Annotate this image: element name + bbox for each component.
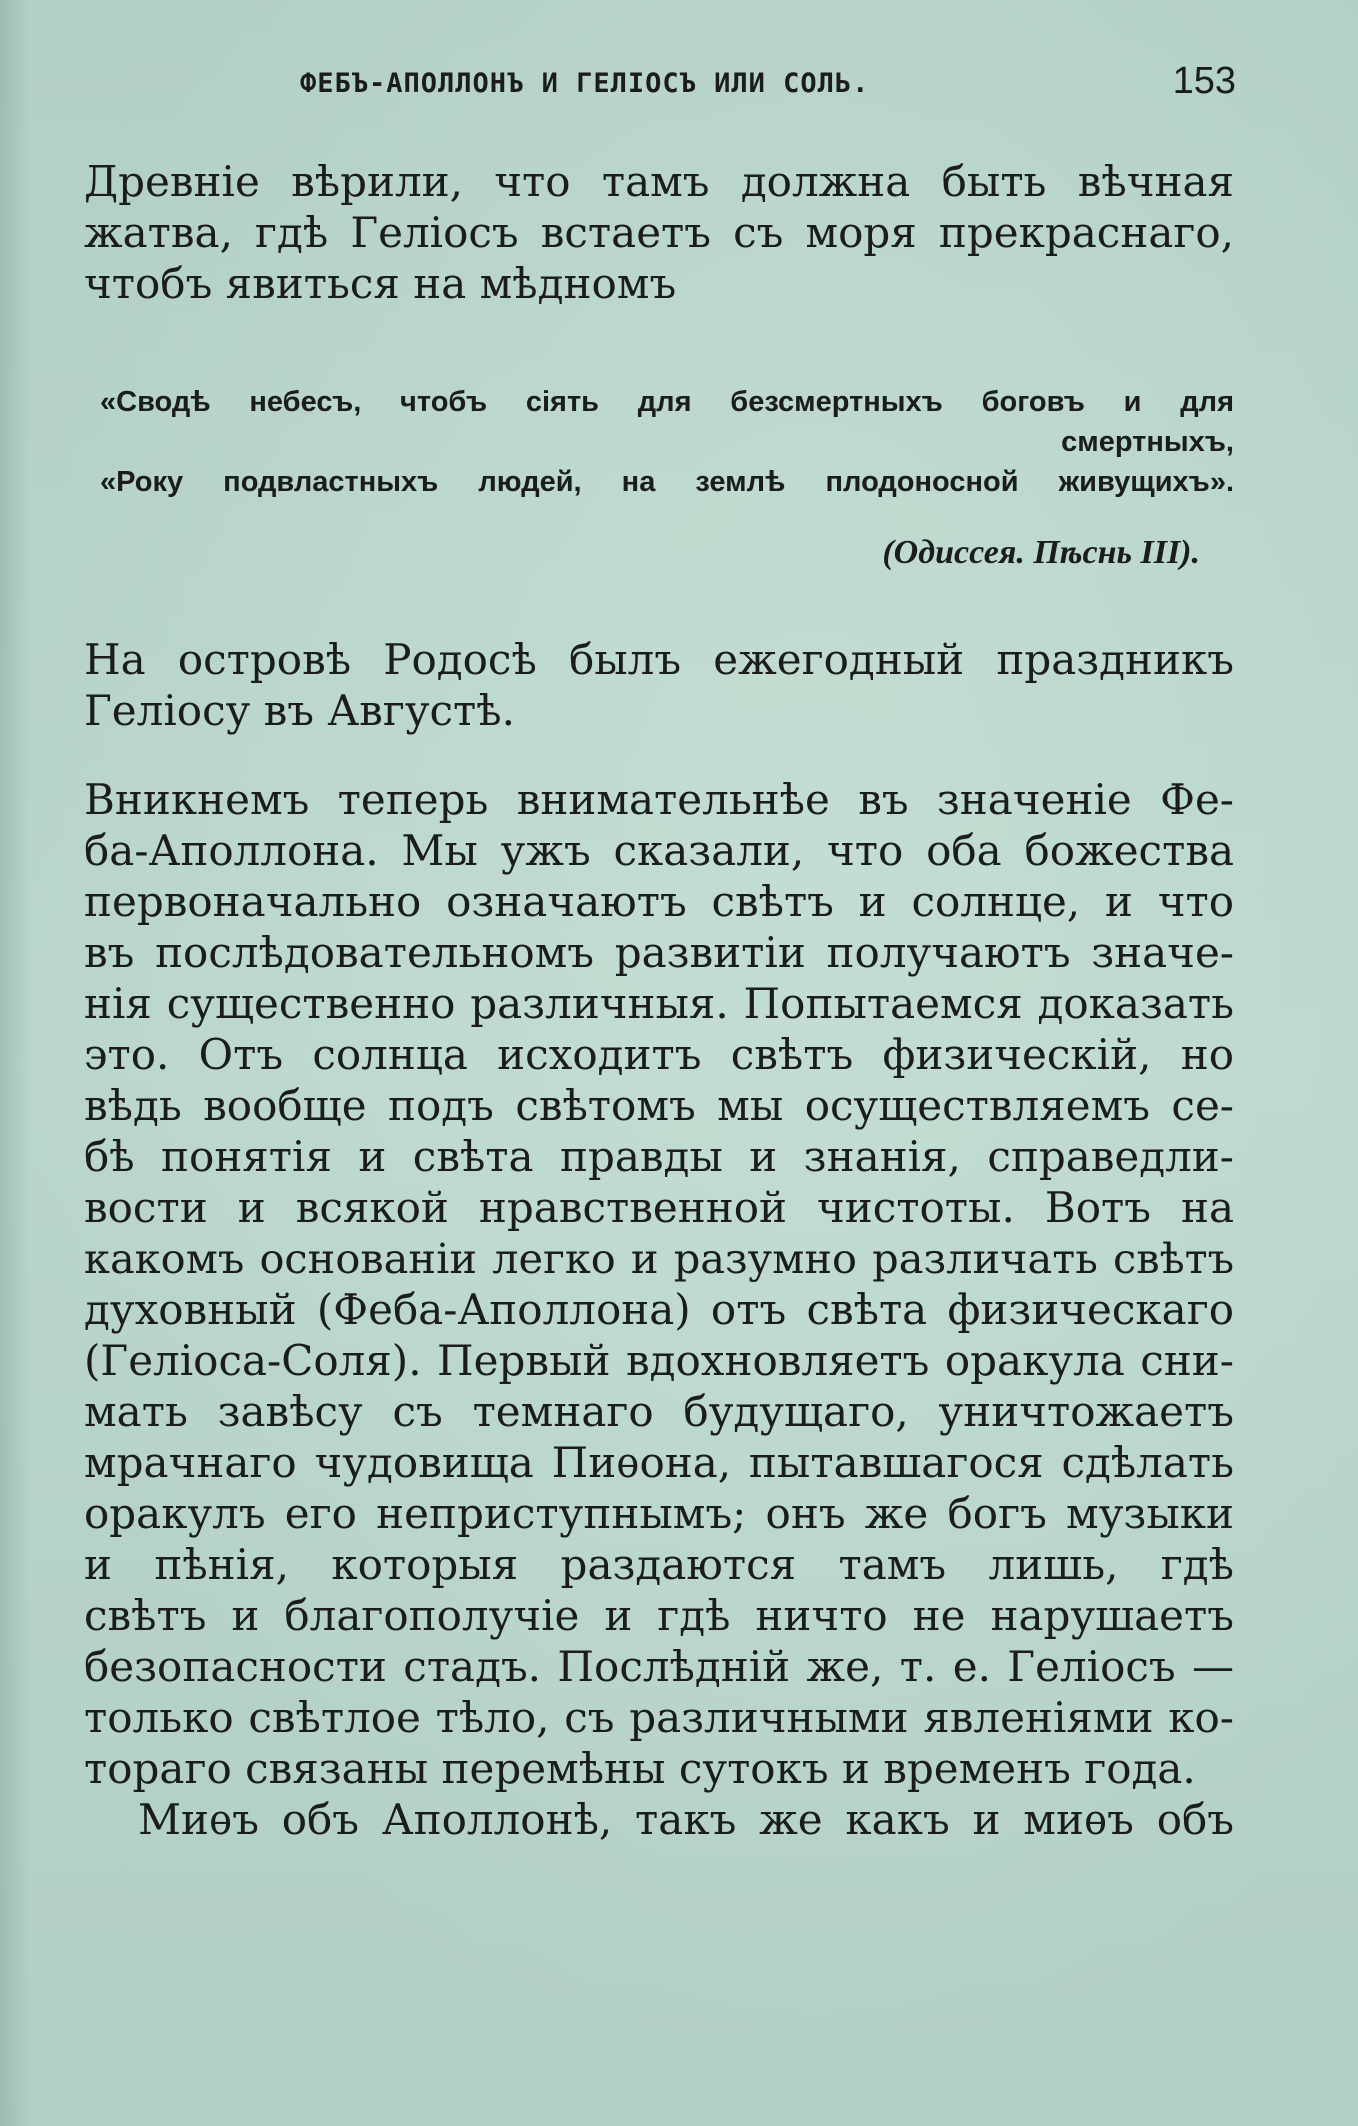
text-line: На островѣ Родосѣ былъ ежегодный праздникъ: [84, 635, 1234, 684]
quote-line: «Року подвластныхъ людей, на землѣ плодоносной живущихъ».: [100, 466, 1234, 498]
text-line: въ послѣдовательномъ развитіи получаютъ значе-: [84, 928, 1234, 977]
quote-citation: (Одиссея. Пѣснь III).: [882, 534, 1200, 571]
paragraph-3: [84, 774, 1234, 1845]
text-line: мрачнаго чудовища Пиѳона, пытавшагося сдѣлать: [84, 1438, 1234, 1487]
text-line: нія существенно различныя. Попытаемся доказать: [84, 979, 1234, 1028]
text-line: какомъ основаніи легко и разумно различать свѣтъ: [84, 1234, 1234, 1283]
spine-shadow: [0, 0, 30, 2126]
quote-line: «Сводѣ небесъ, чтобъ сіять для безсмертныхъ боговъ и для: [100, 386, 1234, 418]
text-line: жатва, гдѣ Геліосъ встаетъ съ моря прекраснаго,: [84, 208, 1234, 257]
text-line: это. Отъ солнца исходитъ свѣтъ физическій, но: [84, 1030, 1234, 1079]
quote-line: смертныхъ,: [1061, 426, 1234, 458]
text-line: ба-Аполлона. Мы ужъ сказали, что оба божества: [84, 826, 1234, 875]
text-line: духовный (Феба-Аполлона) отъ свѣта физическаго: [84, 1285, 1234, 1334]
text-line: Вникнемъ теперь внимательнѣе въ значеніе Фе-: [84, 775, 1234, 824]
running-title: ФЕБЪ-АПОЛЛОНЪ И ГЕЛІОСЪ ИЛИ СОЛЬ.: [300, 68, 870, 99]
text-line: чтобъ явиться на мѣдномъ: [84, 259, 677, 308]
text-line: и пѣнія, которыя раздаются тамъ лишь, гдѣ: [84, 1540, 1234, 1589]
paragraph-2: [84, 634, 1234, 736]
text-line: бѣ понятія и свѣта правды и знанія, справедли-: [84, 1132, 1234, 1181]
paragraph-1: [84, 156, 1234, 309]
text-line: безопасности стадъ. Послѣдній же, т. е. Геліосъ —: [84, 1642, 1234, 1691]
text-line: Миѳъ объ Аполлонѣ, такъ же какъ и миѳъ объ: [138, 1795, 1234, 1844]
page-number: 153: [1172, 60, 1236, 102]
text-line: первоначально означаютъ свѣтъ и солнце, и что: [84, 877, 1234, 926]
text-line: Геліосу въ Августѣ.: [84, 686, 515, 735]
text-line: тораго связаны перемѣны сутокъ и временъ года.: [84, 1744, 1196, 1793]
text-line: вости и всякой нравственной чистоты. Вотъ на: [84, 1183, 1234, 1232]
text-line: вѣдь вообще подъ свѣтомъ мы осуществляемъ се-: [84, 1081, 1234, 1130]
text-line: Древніе вѣрили, что тамъ должна быть вѣчная: [84, 157, 1234, 206]
text-line: мать завѣсу съ темнаго будущаго, уничтожаетъ: [84, 1387, 1234, 1436]
page-header: [0, 60, 1358, 110]
text-line: (Геліоса-Соля). Первый вдохновляетъ оракула сни-: [84, 1336, 1234, 1385]
verse-quote: [100, 382, 1234, 502]
text-line: свѣтъ и благополучіе и гдѣ ничто не нарушаетъ: [84, 1591, 1234, 1640]
text-line: оракулъ его неприступнымъ; онъ же богъ музыки: [84, 1489, 1234, 1538]
text-line: только свѣтлое тѣло, съ различными явленіями ко-: [84, 1693, 1234, 1742]
